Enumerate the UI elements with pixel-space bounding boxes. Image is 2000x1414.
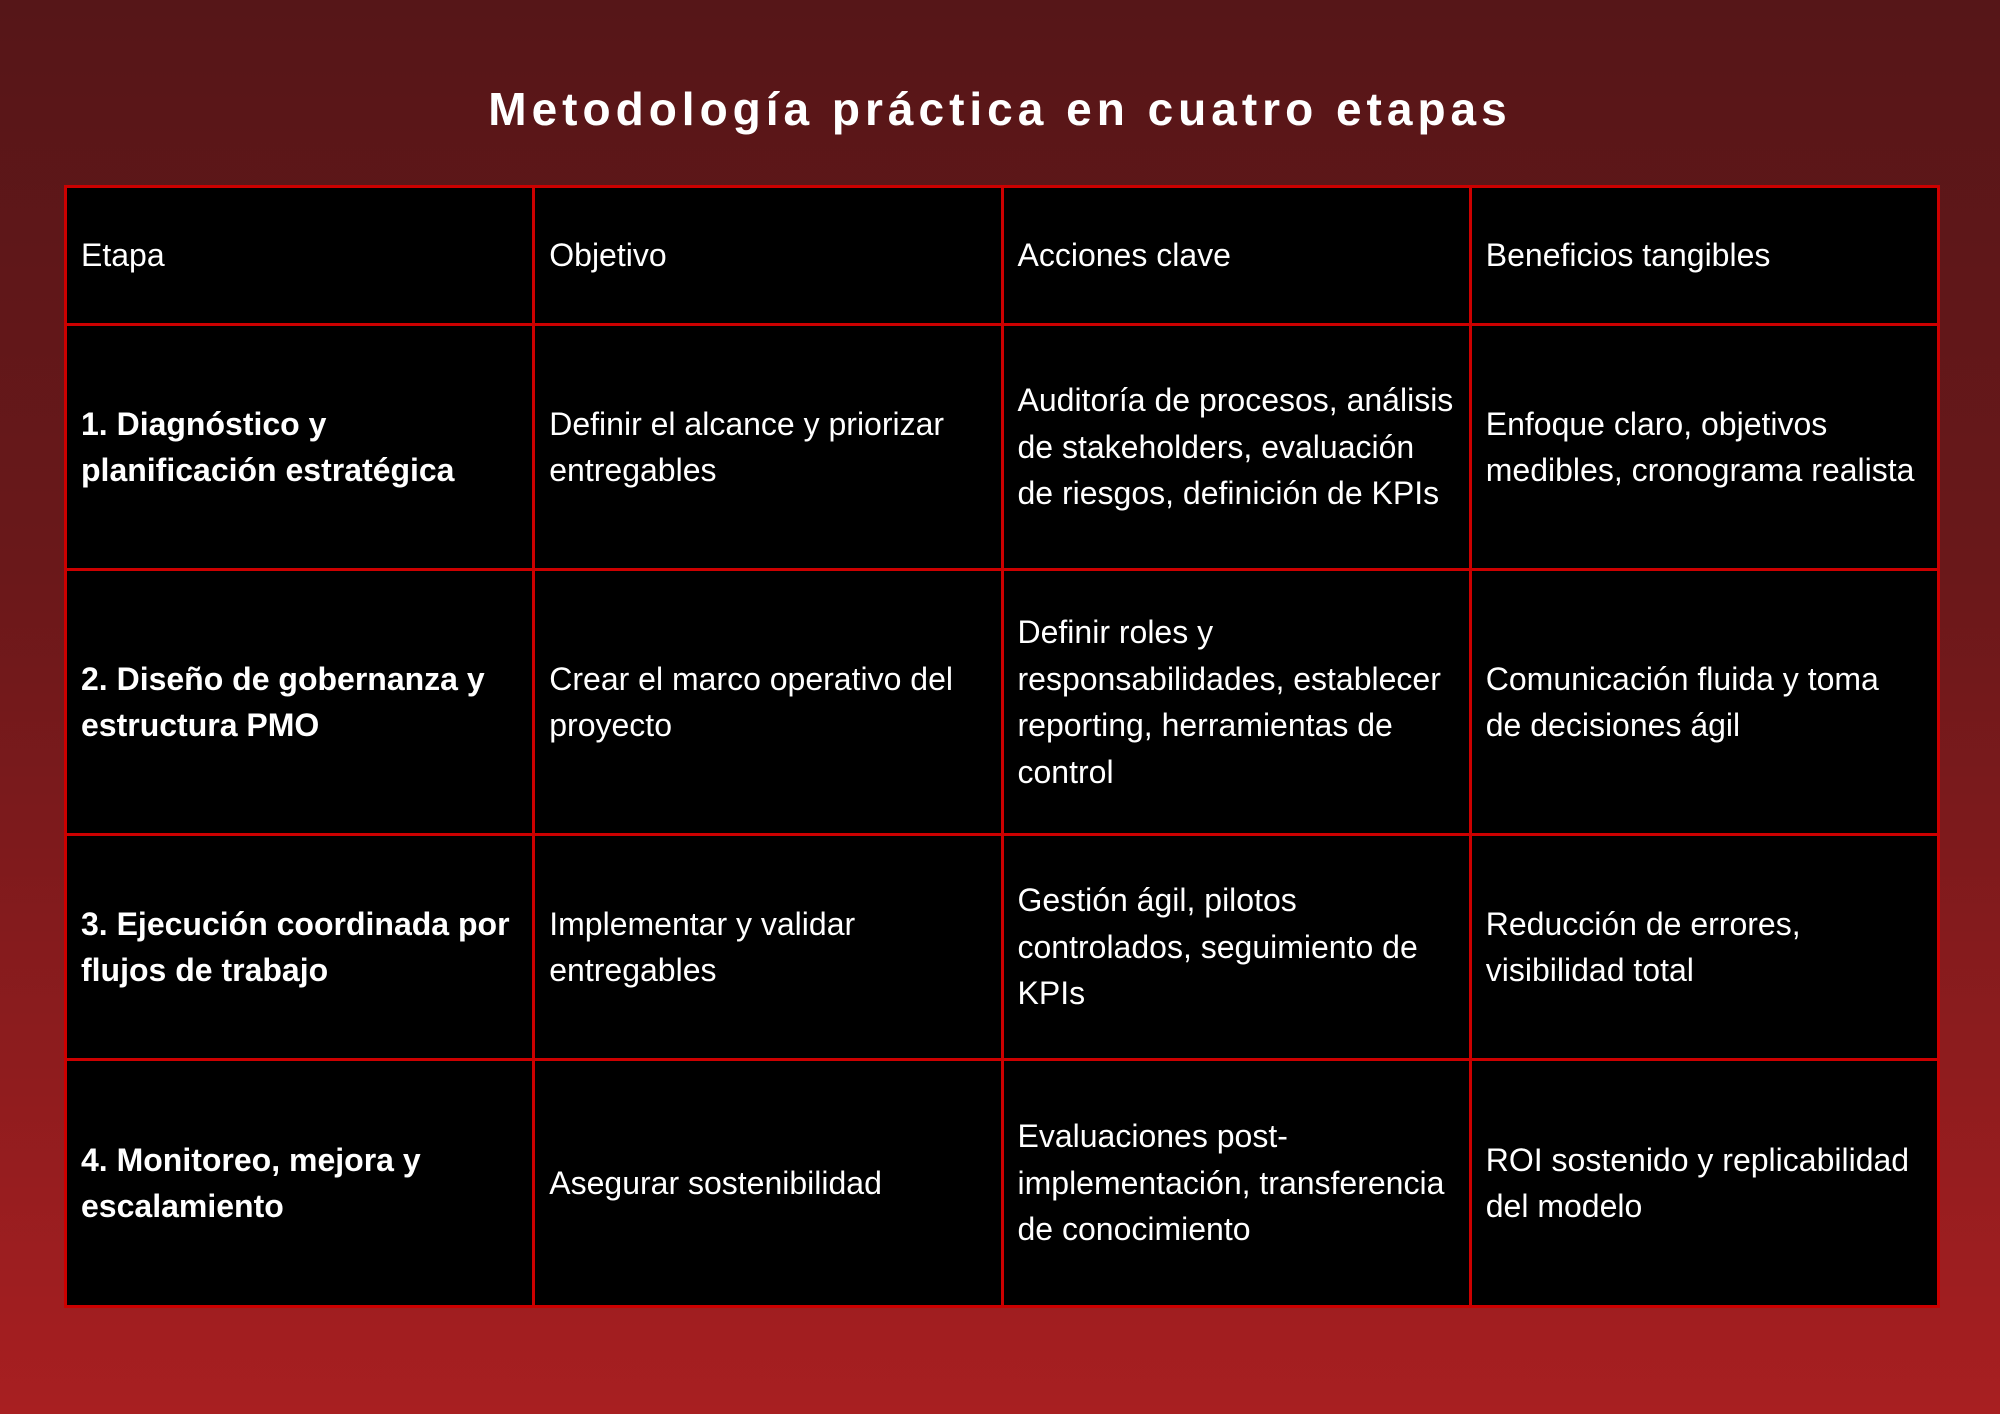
- methodology-table: [64, 185, 1940, 1308]
- cell-beneficios: Reducción de errores, visibilidad total: [1470, 835, 1938, 1060]
- cell-etapa: 1. Diagnóstico y planificación estratégica: [66, 325, 534, 570]
- header-objetivo: Objetivo: [534, 187, 1002, 325]
- cell-acciones: Auditoría de procesos, análisis de stakeholders, evaluación de riesgos, definición de KPIs: [1002, 325, 1470, 570]
- header-etapa: Etapa: [66, 187, 534, 325]
- table-row: [66, 570, 1939, 835]
- cell-objetivo: Definir el alcance y priorizar entregables: [534, 325, 1002, 570]
- cell-beneficios: ROI sostenido y replicabilidad del modelo: [1470, 1060, 1938, 1307]
- header-beneficios: Beneficios tangibles: [1470, 187, 1938, 325]
- cell-objetivo: Asegurar sostenibilidad: [534, 1060, 1002, 1307]
- cell-acciones: Evaluaciones post-implementación, transferencia de conocimiento: [1002, 1060, 1470, 1307]
- table-header-row: [66, 187, 1939, 325]
- cell-acciones: Gestión ágil, pilotos controlados, seguimiento de KPIs: [1002, 835, 1470, 1060]
- cell-beneficios: Comunicación fluida y toma de decisiones ágil: [1470, 570, 1938, 835]
- page-title: Metodología práctica en cuatro etapas: [488, 83, 1512, 135]
- cell-objetivo: Crear el marco operativo del proyecto: [534, 570, 1002, 835]
- cell-beneficios: Enfoque claro, objetivos medibles, cronograma realista: [1470, 325, 1938, 570]
- header-acciones: Acciones clave: [1002, 187, 1470, 325]
- table-row: [66, 1060, 1939, 1307]
- table-row: [66, 835, 1939, 1060]
- cell-etapa: 2. Diseño de gobernanza y estructura PMO: [66, 570, 534, 835]
- cell-etapa: 3. Ejecución coordinada por flujos de trabajo: [66, 835, 534, 1060]
- cell-objetivo: Implementar y validar entregables: [534, 835, 1002, 1060]
- cell-acciones: Definir roles y responsabilidades, establecer reporting, herramientas de control: [1002, 570, 1470, 835]
- cell-etapa: 4. Monitoreo, mejora y escalamiento: [66, 1060, 534, 1307]
- table-row: [66, 325, 1939, 570]
